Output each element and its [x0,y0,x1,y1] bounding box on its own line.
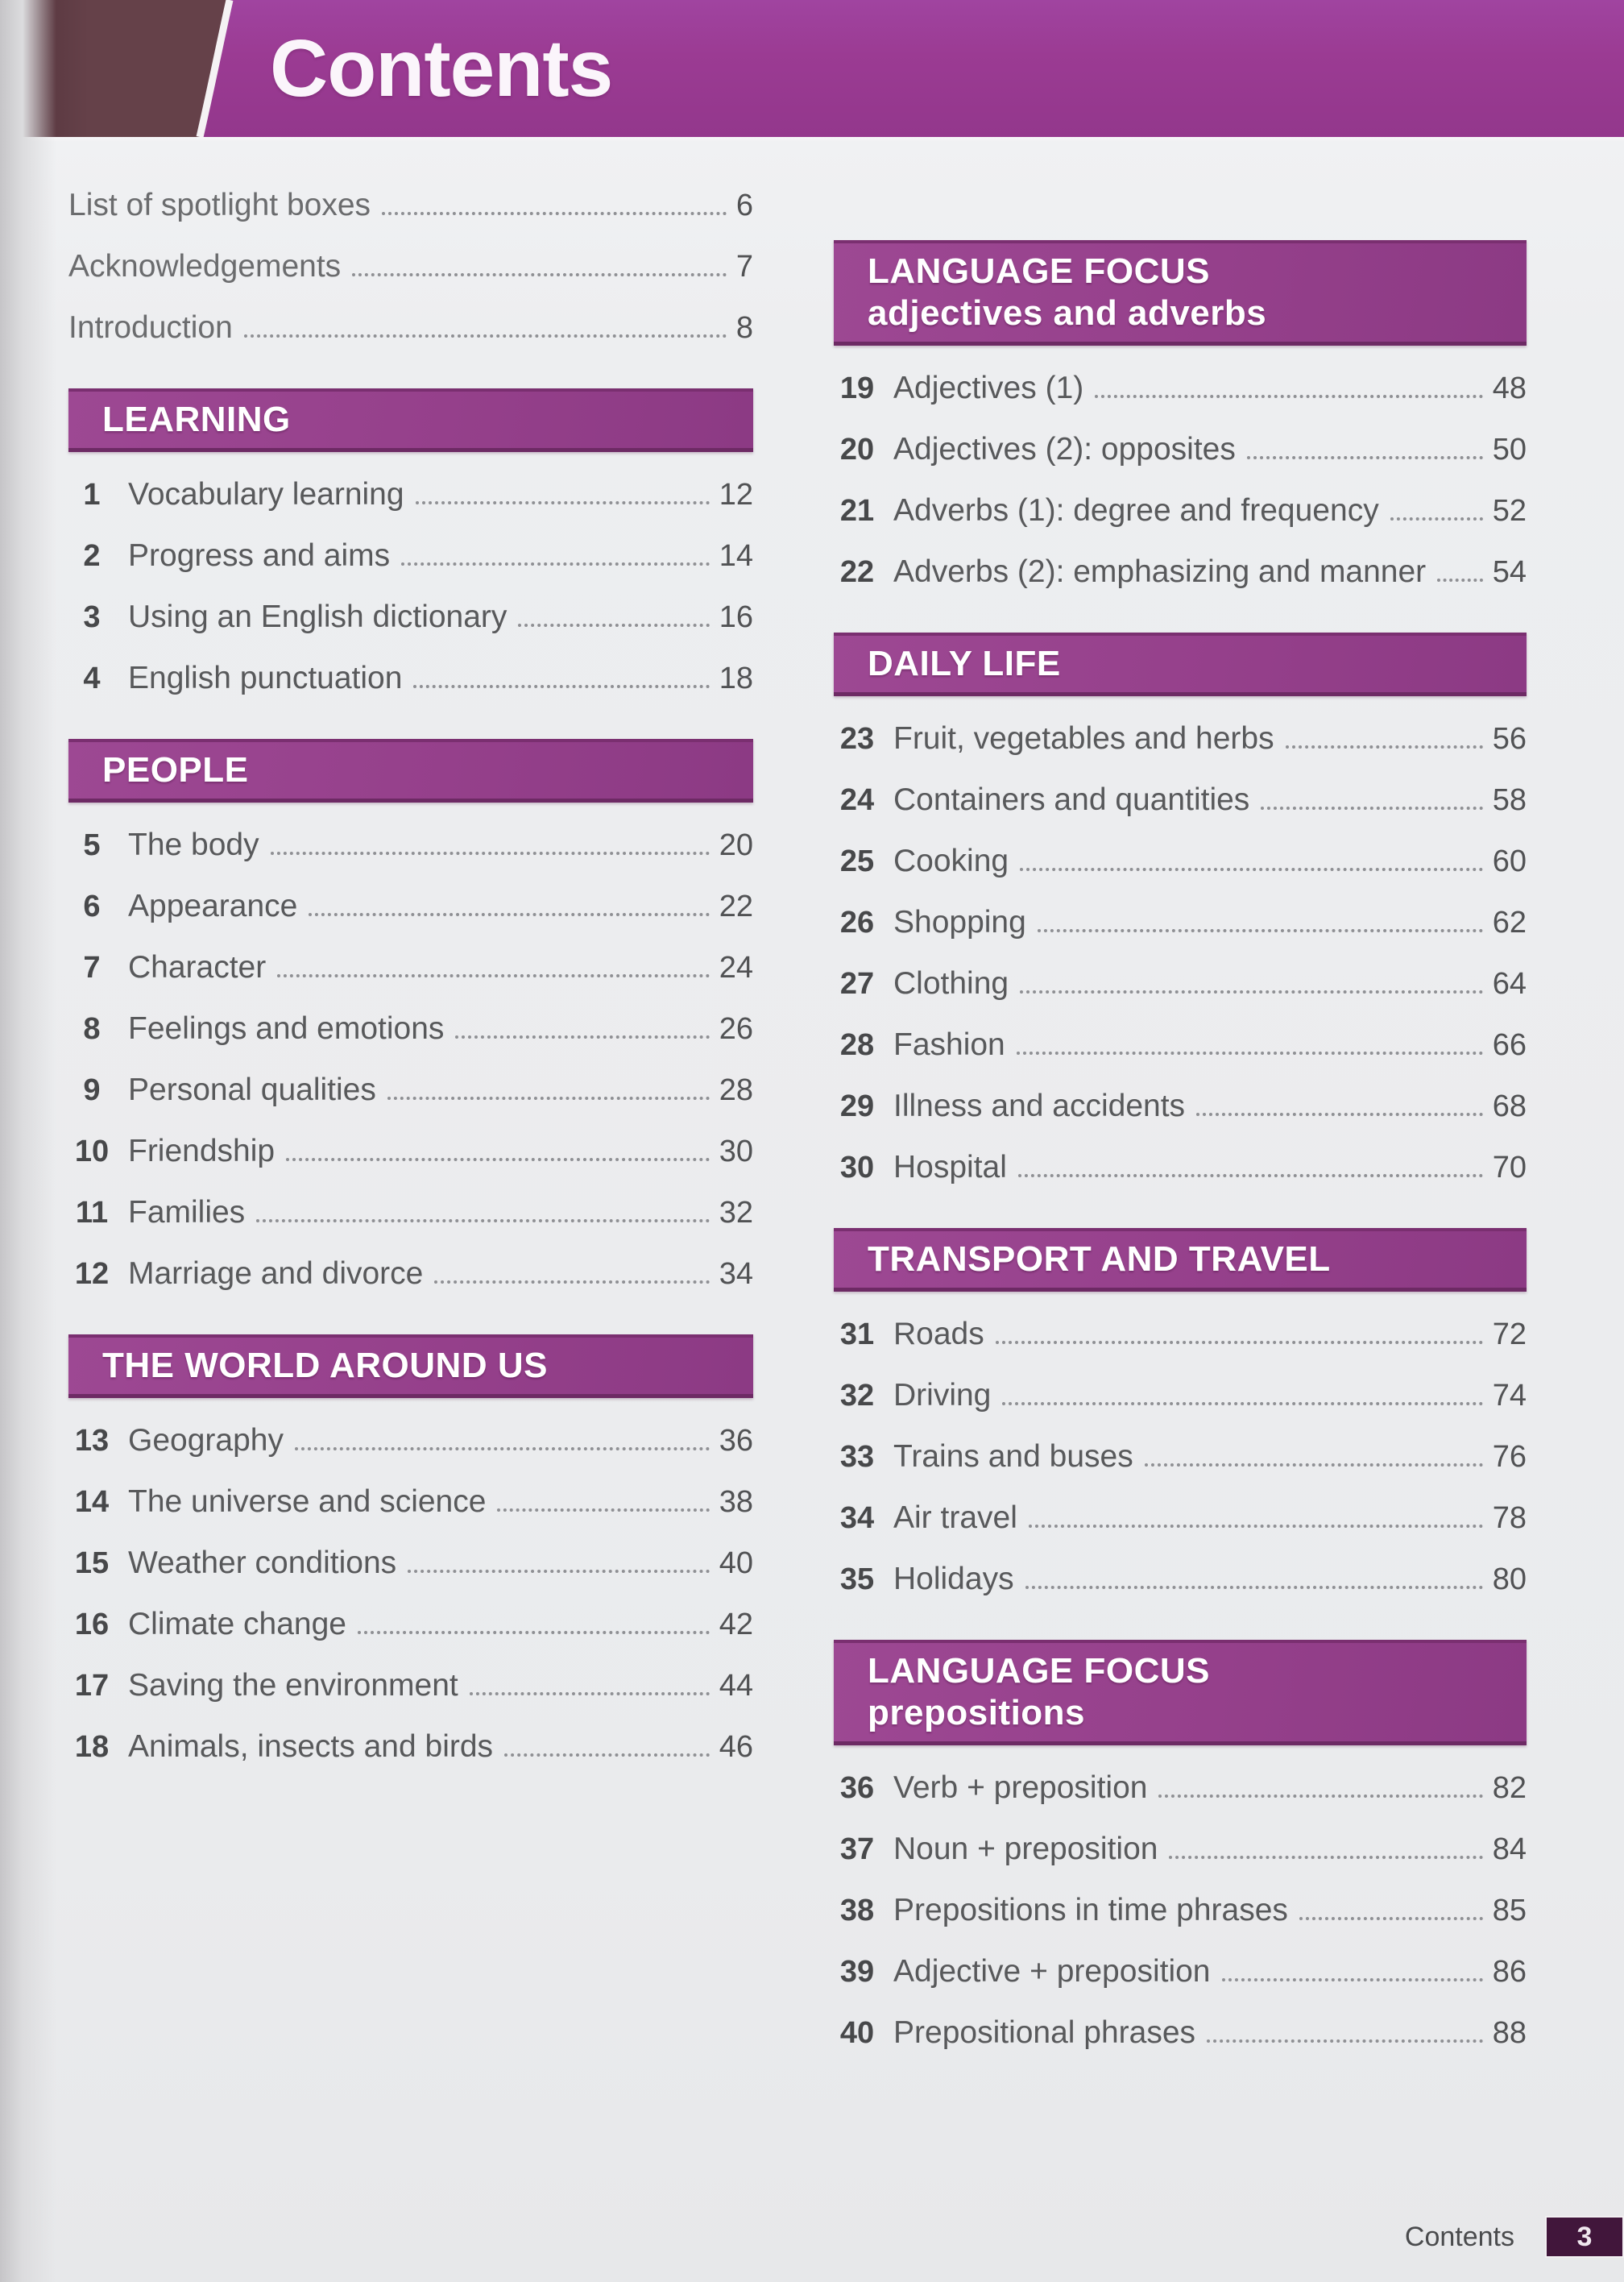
toc-entry [68,827,753,864]
entry-number: 11 [75,1196,109,1230]
section-heading [834,1640,1527,1745]
entry-number: 4 [83,662,101,695]
entry-label: Adverbs (2): emphasizing and manner [893,554,1427,589]
entry-label: Vocabulary learning [128,477,404,512]
entry-number: 6 [83,890,101,923]
toc-entry [834,1770,1527,1807]
entry-number: 8 [83,1012,101,1046]
toc-entry [68,476,753,513]
entry-number: 14 [74,1485,110,1519]
dotted-leader [1095,371,1482,398]
entry-page: 28 [719,1073,753,1107]
entry-page: 72 [1492,1317,1527,1351]
entry-label: Prepositional phrases [893,2015,1196,2050]
entry-page: 76 [1492,1440,1527,1474]
dotted-leader [470,1668,710,1695]
section-heading [68,739,753,803]
toc-entry [834,554,1527,591]
page-header [0,0,1624,137]
entry-label: Personal qualities [128,1073,376,1107]
toc-entry [834,843,1527,880]
entry-number: 5 [83,828,101,862]
dotted-leader [1017,1027,1483,1055]
entry-page: 68 [1492,1089,1527,1123]
entry-page: 24 [719,951,753,985]
section-heading [68,388,753,452]
header-curve-decoration [0,0,1624,137]
dotted-leader [408,1546,710,1573]
heading-line: LEARNING [102,400,291,439]
entry-number: 35 [839,1562,875,1596]
dotted-leader [244,310,727,338]
dotted-leader [416,477,710,504]
entry-label: Roads [893,1317,984,1351]
dotted-leader [504,1729,710,1757]
entry-page: 50 [1492,433,1527,467]
entry-number: 17 [74,1669,110,1703]
entry-page: 38 [719,1485,753,1519]
entry-page: 26 [719,1012,753,1046]
toc-entry [68,599,753,636]
dotted-leader [1169,1832,1482,1859]
section-heading [834,633,1527,696]
toc-entry [68,1422,753,1459]
entry-number: 23 [839,722,875,756]
dotted-leader [271,828,710,855]
heading-line: TRANSPORT AND TRAVEL [868,1239,1331,1279]
heading-line: PEOPLE [102,750,249,790]
entry-label: Prepositions in time phrases [893,1893,1288,1927]
toc-entry [834,370,1527,407]
entry-number: 25 [839,844,875,878]
entry-number: 7 [83,951,101,985]
entry-page: 12 [719,478,753,512]
entry-page: 88 [1492,2016,1527,2050]
entry-number: 39 [839,1955,875,1989]
entry-number: 37 [839,1832,875,1866]
entry-label: The universe and science [128,1484,487,1519]
dotted-leader [401,538,710,566]
dotted-leader [1247,432,1483,459]
toc-entry [834,904,1527,941]
dotted-leader [1020,844,1483,871]
entry-number: 10 [74,1135,110,1168]
entry-number: 33 [839,1440,875,1474]
dotted-leader [382,188,727,215]
front-matter-entry [68,248,753,285]
dotted-leader [996,1317,1483,1344]
entry-number: 31 [839,1317,875,1351]
entry-label: Friendship [128,1134,276,1168]
toc-entry [68,1606,753,1643]
entry-page: 62 [1492,906,1527,940]
toc-entry [834,2014,1527,2052]
entry-page: 74 [1492,1379,1527,1413]
entry-number: 30 [839,1151,875,1185]
entry-label: Containers and quantities [893,782,1250,817]
entry-label: Driving [893,1378,992,1413]
entry-page: 34 [719,1257,753,1291]
entry-page: 78 [1492,1501,1527,1535]
entry-page: 36 [719,1424,753,1458]
entry-label: Adjectives (1) [893,371,1084,405]
entry-page: 66 [1492,1028,1527,1062]
entry-label: The body [128,828,259,862]
entry-number: 34 [839,1501,875,1535]
entry-label: Adjective + preposition [893,1954,1211,1989]
heading-line: LANGUAGE FOCUS [868,251,1210,291]
entry-label: List of spotlight boxes [68,188,371,222]
entry-page: 82 [1492,1771,1527,1805]
section-heading [834,1228,1527,1292]
toc-entry [68,1255,753,1292]
dotted-leader [434,1256,709,1284]
dotted-leader [387,1073,710,1100]
toc-entry [68,1010,753,1048]
entry-label: Feelings and emotions [128,1011,445,1046]
entry-number: 16 [74,1608,110,1641]
entry-page: 22 [719,890,753,923]
dotted-leader [352,249,727,276]
entry-number: 27 [839,967,875,1001]
entry-page: 60 [1492,844,1527,878]
entry-label: Adverbs (1): degree and frequency [893,493,1379,528]
entry-page: 56 [1492,722,1527,756]
spine-shadow [0,0,97,137]
toc-entry [834,1438,1527,1475]
dotted-leader [1437,554,1483,582]
entry-label: Adjectives (2): opposites [893,432,1236,467]
entry-number: 38 [839,1894,875,1927]
dotted-leader [1222,1954,1483,1981]
entry-label: Clothing [893,966,1009,1001]
entry-number: 24 [839,783,875,817]
entry-label: Noun + preposition [893,1832,1158,1866]
toc-entry [834,492,1527,529]
entry-number: 28 [839,1028,875,1062]
toc-entry [834,1377,1527,1414]
section-heading [834,240,1527,346]
dotted-leader [1029,1500,1483,1528]
dotted-leader [1145,1439,1483,1467]
entry-label: Families [128,1195,246,1230]
dotted-leader [295,1423,710,1450]
entry-number: 2 [83,539,101,573]
dotted-leader [277,950,709,977]
entry-label: Acknowledgements [68,249,342,284]
entry-label: Verb + preposition [893,1770,1148,1805]
entry-number: 1 [83,478,101,512]
heading-line: LANGUAGE FOCUS [868,1651,1210,1691]
entry-page: 84 [1492,1832,1527,1866]
entry-page: 40 [719,1546,753,1580]
entry-label: Air travel [893,1500,1017,1535]
toc-entry [834,1027,1527,1064]
entry-label: Fruit, vegetables and herbs [893,721,1274,756]
entry-label: Illness and accidents [893,1089,1186,1123]
entry-label: Climate change [128,1607,346,1641]
toc-entry [834,965,1527,1002]
entry-number: 3 [83,600,101,634]
entry-page: 85 [1492,1894,1527,1927]
dotted-leader [1002,1378,1482,1405]
dotted-leader [1390,493,1483,521]
entry-number: 26 [839,906,875,940]
entry-number: 19 [839,371,875,405]
entry-page: 16 [719,600,753,634]
dotted-leader [256,1195,710,1222]
entry-page: 42 [719,1608,753,1641]
entry-label: Appearance [128,889,298,923]
dotted-leader [1018,1150,1483,1177]
entry-number: 13 [74,1424,110,1458]
dotted-leader [518,600,709,627]
entry-label: English punctuation [128,661,403,695]
toc-entry [834,1088,1527,1125]
dotted-leader [358,1607,710,1634]
dotted-leader [1025,1562,1483,1589]
toc-entry [834,431,1527,468]
entry-number: 32 [839,1379,875,1413]
entry-page: 14 [719,539,753,573]
heading-line: adjectives and adverbs [868,293,1267,333]
toc-entry [834,1500,1527,1537]
toc-entry [834,1831,1527,1868]
toc-entry [68,949,753,986]
entry-label: Saving the environment [128,1668,458,1703]
entry-number: 22 [839,555,875,589]
toc-entry [834,1892,1527,1929]
toc-entry [68,537,753,575]
dotted-leader [1299,1893,1483,1920]
entry-label: Weather conditions [128,1546,397,1580]
dotted-leader [1196,1089,1483,1116]
toc-entry [834,782,1527,819]
toc-entry [68,1728,753,1765]
dotted-leader [413,661,709,688]
entry-label: Progress and aims [128,538,391,573]
entry-number: 15 [74,1546,110,1580]
book-spine-shading [0,0,56,2282]
toc-entry [834,1953,1527,1990]
entry-number: 29 [839,1089,875,1123]
dotted-leader [1038,905,1483,932]
toc-entry [68,1133,753,1170]
heading-line: DAILY LIFE [868,644,1061,683]
dotted-leader [1261,782,1482,810]
heading-line: prepositions [868,1693,1086,1732]
entry-page: 7 [735,250,753,284]
entry-page: 48 [1492,371,1527,405]
entry-number: 21 [839,494,875,528]
toc-entry [68,660,753,697]
entry-page: 70 [1492,1151,1527,1185]
dotted-leader [1158,1770,1482,1798]
footer-page-number-box: 3 [1545,2216,1624,2258]
dotted-leader [497,1484,709,1512]
toc-entry [68,1072,753,1109]
entry-number: 36 [839,1771,875,1805]
entry-number: 18 [74,1730,110,1764]
page-footer [1405,2216,1624,2258]
entry-page: 8 [735,311,753,345]
toc-entry [834,720,1527,757]
front-matter-entry [68,187,753,224]
entry-page: 30 [719,1135,753,1168]
toc-entry [68,888,753,925]
entry-label: Geography [128,1423,284,1458]
entry-number: 12 [74,1257,110,1291]
front-matter-entry [68,309,753,346]
entry-label: Cooking [893,844,1009,878]
entry-label: Character [128,950,267,985]
toc-entry [68,1483,753,1521]
toc-entry [68,1194,753,1231]
entry-page: 86 [1492,1955,1527,1989]
entry-page: 64 [1492,967,1527,1001]
entry-page: 54 [1492,555,1527,589]
front-matter-list [68,187,753,346]
entry-page: 58 [1492,783,1527,817]
dotted-leader [455,1011,709,1039]
dotted-leader [1207,2015,1483,2043]
toc-entry [68,1667,753,1704]
dotted-leader [309,889,709,916]
section-heading [68,1334,753,1398]
toc-entry [68,1545,753,1582]
entry-page: 80 [1492,1562,1527,1596]
toc-entry [834,1561,1527,1598]
entry-label: Trains and buses [893,1439,1133,1474]
heading-line: THE WORLD AROUND US [102,1346,548,1385]
toc-entry [834,1316,1527,1353]
toc-right-column [834,135,1527,2076]
entry-label: Holidays [893,1562,1014,1596]
entry-page: 52 [1492,494,1527,528]
entry-label: Using an English dictionary [128,600,508,634]
entry-number: 40 [839,2016,875,2050]
entry-label: Hospital [893,1150,1007,1185]
header-divider [0,137,1624,142]
entry-label: Shopping [893,905,1026,940]
entry-page: 46 [719,1730,753,1764]
entry-label: Fashion [893,1027,1005,1062]
page-title: Contents [270,23,613,114]
entry-label: Animals, insects and birds [128,1729,494,1764]
footer-label: Contents [1404,2221,1514,2252]
entry-page: 32 [719,1196,753,1230]
dotted-leader [1020,966,1483,994]
dotted-leader [286,1134,710,1161]
entry-label: Introduction [68,310,233,345]
toc-entry [834,1149,1527,1186]
entry-label: Marriage and divorce [128,1256,424,1291]
entry-page: 44 [719,1669,753,1703]
entry-page: 20 [719,828,753,862]
entry-page: 6 [735,189,753,222]
toc-left-column [68,135,753,1790]
entry-number: 9 [83,1073,101,1107]
dotted-leader [1286,721,1483,749]
entry-number: 20 [839,433,875,467]
entry-page: 18 [719,662,753,695]
